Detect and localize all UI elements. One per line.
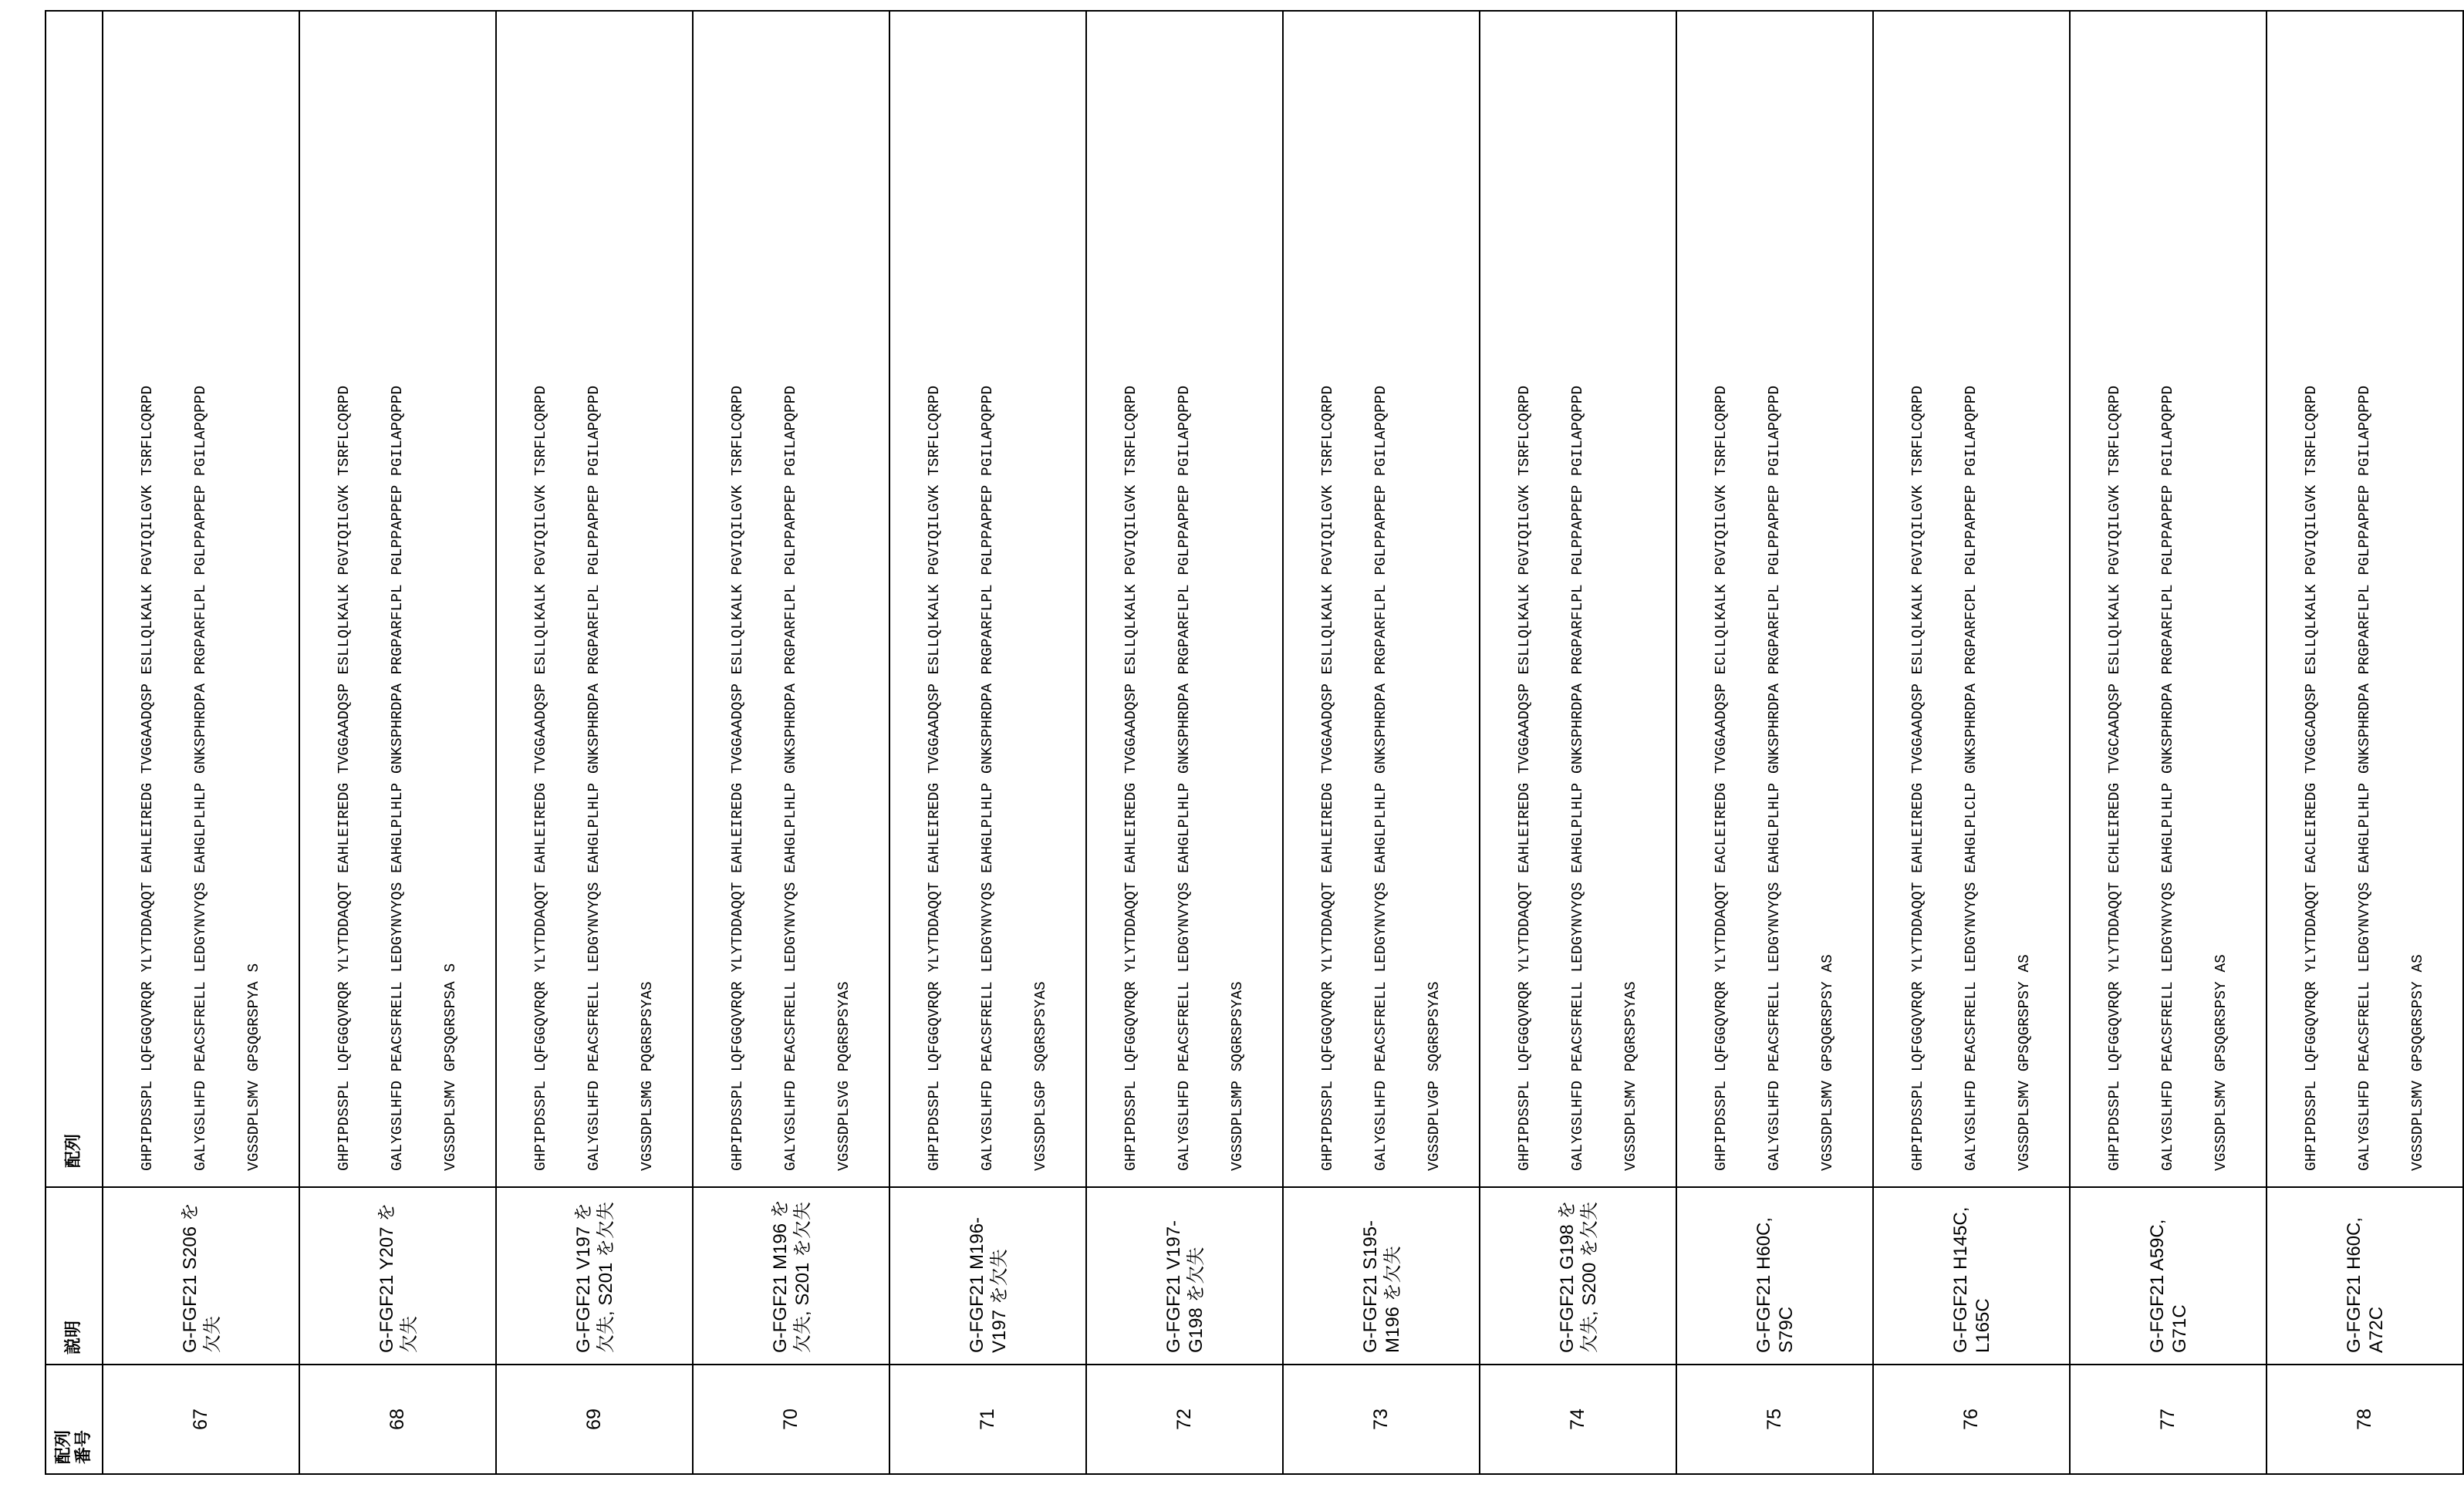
table-body — [103, 11, 2463, 1474]
sequence-cell — [693, 11, 889, 1187]
sequence-line-1: GHPIPDSSPL LQFGGQVRQR YLYTDDAQQT EACLEIREDG TVGGCADQSP ESLLQLKALK PGVIQILGVK TSRFLCQRPD — [2303, 385, 2320, 1171]
description-cell: G-FGF21 V197-G198 を欠失 — [1086, 1187, 1283, 1365]
sequence-number-cell: 78 — [2267, 1365, 2463, 1474]
description-cell: G-FGF21 M196 を欠失, S201 を欠失 — [693, 1187, 889, 1365]
sequence-number-cell: 67 — [103, 1365, 299, 1474]
sequence-cell — [103, 11, 299, 1187]
sequence-cell — [1676, 11, 1873, 1187]
sequence-cell — [1480, 11, 1676, 1187]
sequence-number-cell: 74 — [1480, 1365, 1676, 1474]
sequence-line-3: VGSSDPLSGP SQGRSPSYAS — [1032, 981, 1049, 1171]
table-row — [103, 11, 299, 1474]
sequence-line-1: GHPIPDSSPL LQFGGQVRQR YLYTDDAQQT EAHLEIREDG TVGGAADQSP ESLLQLKALK PGVIQILGVK TSRFLCQRPD — [139, 385, 156, 1171]
sequence-number-cell: 76 — [1873, 1365, 2070, 1474]
table-header-row — [46, 11, 103, 1474]
table-row — [889, 11, 1086, 1474]
sequence-number-cell: 71 — [889, 1365, 1086, 1474]
sequence-number-cell: 68 — [299, 1365, 496, 1474]
sequence-cell — [1086, 11, 1283, 1187]
sequence-line-2: GALYGSLHFD PEACSFRELL LEDGYNVYQS EAHGLPLHLP GNKSPHRDPA PRGPARFLPL PGLPPAPPEP PGILAPQPPD — [782, 385, 799, 1171]
sequence-cell — [889, 11, 1086, 1187]
sequence-line-3: VGSSDPLSMV GPSQGRSPSA S — [442, 963, 459, 1171]
sequence-number-cell: 77 — [2070, 1365, 2267, 1474]
sequence-line-2: GALYGSLHFD PEACSFRELL LEDGYNVYQS EAHGLPLHLP GNKSPHRDPA PRGPARFLPL PGLPPAPPEP PGILAPQPPD — [1766, 385, 1783, 1171]
sequence-line-3: VGSSDPLSMV GPSQGRSPSY AS — [1819, 954, 1836, 1171]
sequence-cell — [2070, 11, 2267, 1187]
sequence-line-1: GHPIPDSSPL LQFGGQVRQR YLYTDDAQQT EAHLEIREDG TVGGAADQSP ESLLQLKALK PGVIQILGVK TSRFLCQRPD — [1516, 385, 1533, 1171]
sequence-line-3: VGSSDPLSMV PQGRSPSYAS — [1622, 981, 1639, 1171]
sequence-cell — [496, 11, 693, 1187]
sequence-line-1: GHPIPDSSPL LQFGGQVRQR YLYTDDAQQT EAHLEIREDG TVGGAADQSP ESLLQLKALK PGVIQILGVK TSRFLCQRPD — [729, 385, 746, 1171]
sequence-line-1: GHPIPDSSPL LQFGGQVRQR YLYTDDAQQT EAHLEIREDG TVGGAADQSP ESLLQLKALK PGVIQILGVK TSRFLCQRPD — [1122, 385, 1139, 1171]
sequence-line-1: GHPIPDSSPL LQFGGQVRQR YLYTDDAQQT EAHLEIREDG TVGGAADQSP ESLLQLKALK PGVIQILGVK TSRFLCQRPD — [926, 385, 943, 1171]
sequence-line-3: VGSSDPLSVG PQGRSPSYAS — [835, 981, 852, 1171]
description-cell: G-FGF21 H60C, A72C — [2267, 1187, 2463, 1365]
sequence-line-1: GHPIPDSSPL LQFGGQVRQR YLYTDDAQQT EACLEIREDG TVGGAADQSP ECLLQLKALK PGVIQILGVK TSRFLCQRPD — [1713, 385, 1730, 1171]
sequence-line-2: GALYGSLHFD PEACSFRELL LEDGYNVYQS EAHGLPLHLP GNKSPHRDPA PRGPARFLPL PGLPPAPPEP PGILAPQPPD — [2159, 385, 2176, 1171]
table-row — [1480, 11, 1676, 1474]
table-row — [299, 11, 496, 1474]
description-cell: G-FGF21 S206 を欠失 — [103, 1187, 299, 1365]
sequence-line-2: GALYGSLHFD PEACSFRELL LEDGYNVYQS EAHGLPLHLP GNKSPHRDPA PRGPARFLPL PGLPPAPPEP PGILAPQPPD — [389, 385, 406, 1171]
description-cell: G-FGF21 M196-V197 を欠失 — [889, 1187, 1086, 1365]
sequence-number-cell: 75 — [1676, 1365, 1873, 1474]
sequence-line-2: GALYGSLHFD PEACSFRELL LEDGYNVYQS EAHGLPLCLP GNKSPHRDPA PRGPARFCPL PGLPPAPPEP PGILAPQPPD — [1963, 385, 1980, 1171]
description-cell: G-FGF21 S195-M196 を欠失 — [1283, 1187, 1480, 1365]
sequence-line-2: GALYGSLHFD PEACSFRELL LEDGYNVYQS EAHGLPLHLP GNKSPHRDPA PRGPARFLPL PGLPPAPPEP PGILAPQPPD — [979, 385, 996, 1171]
description-cell: G-FGF21 A59C, G71C — [2070, 1187, 2267, 1365]
description-cell: G-FGF21 G198 を欠失, S200 を欠失 — [1480, 1187, 1676, 1365]
table-row — [1676, 11, 1873, 1474]
sequence-table — [45, 10, 2464, 1475]
sequence-line-2: GALYGSLHFD PEACSFRELL LEDGYNVYQS EAHGLPLHLP GNKSPHRDPA PRGPARFLPL PGLPPAPPEP PGILAPQPPD — [192, 385, 209, 1171]
header-sequence-number: 配列 番号 — [46, 1365, 103, 1474]
description-cell: G-FGF21 Y207 を欠失 — [299, 1187, 496, 1365]
description-cell: G-FGF21 H60C, S79C — [1676, 1187, 1873, 1365]
description-cell: G-FGF21 H145C, L165C — [1873, 1187, 2070, 1365]
sequence-line-3: VGSSDPLSMV GPSQGRSPSY AS — [2409, 954, 2426, 1171]
table-row — [2267, 11, 2463, 1474]
header-description: 説明 — [46, 1187, 103, 1365]
sequence-line-2: GALYGSLHFD PEACSFRELL LEDGYNVYQS EAHGLPLHLP GNKSPHRDPA PRGPARFLPL PGLPPAPPEP PGILAPQPPD — [1372, 385, 1389, 1171]
description-cell: G-FGF21 V197 を欠失, S201 を欠失 — [496, 1187, 693, 1365]
table-row — [1873, 11, 2070, 1474]
sequence-cell — [2267, 11, 2463, 1187]
sequence-line-3: VGSSDPLSMV GPSQGRSPYA S — [245, 963, 262, 1171]
sequence-line-2: GALYGSLHFD PEACSFRELL LEDGYNVYQS EAHGLPLHLP GNKSPHRDPA PRGPARFLPL PGLPPAPPEP PGILAPQPPD — [586, 385, 602, 1171]
sequence-number-cell: 73 — [1283, 1365, 1480, 1474]
sequence-cell — [299, 11, 496, 1187]
table-row — [1086, 11, 1283, 1474]
header-sequence: 配列 — [46, 11, 103, 1187]
sequence-line-3: VGSSDPLSMV GPSQGRSPSY AS — [2213, 954, 2229, 1171]
sequence-line-1: GHPIPDSSPL LQFGGQVRQR YLYTDDAQQT EAHLEIREDG TVGGAADQSP ESLLQLKALK PGVIQILGVK TSRFLCQRPD — [1909, 385, 1926, 1171]
sequence-number-cell: 72 — [1086, 1365, 1283, 1474]
sequence-number-cell: 69 — [496, 1365, 693, 1474]
sequence-line-2: GALYGSLHFD PEACSFRELL LEDGYNVYQS EAHGLPLHLP GNKSPHRDPA PRGPARFLPL PGLPPAPPEP PGILAPQPPD — [2356, 385, 2373, 1171]
sequence-cell — [1873, 11, 2070, 1187]
sequence-line-3: VGSSDPLSMP SQGRSPSYAS — [1229, 981, 1246, 1171]
sequence-line-3: VGSSDPLSMG PQGRSPSYAS — [639, 981, 656, 1171]
table-row — [496, 11, 693, 1474]
sequence-line-1: GHPIPDSSPL LQFGGQVRQR YLYTDDAQQT EAHLEIREDG TVGGAADQSP ESLLQLKALK PGVIQILGVK TSRFLCQRPD — [532, 385, 549, 1171]
sequence-cell — [1283, 11, 1480, 1187]
table-row — [2070, 11, 2267, 1474]
sequence-line-2: GALYGSLHFD PEACSFRELL LEDGYNVYQS EAHGLPLHLP GNKSPHRDPA PRGPARFLPL PGLPPAPPEP PGILAPQPPD — [1569, 385, 1586, 1171]
sequence-line-1: GHPIPDSSPL LQFGGQVRQR YLYTDDAQQT EAHLEIREDG TVGGAADQSP ESLLQLKALK PGVIQILGVK TSRFLCQRPD — [336, 385, 353, 1171]
sequence-line-2: GALYGSLHFD PEACSFRELL LEDGYNVYQS EAHGLPLHLP GNKSPHRDPA PRGPARFLPL PGLPPAPPEP PGILAPQPPD — [1176, 385, 1193, 1171]
sequence-line-3: VGSSDPLVGP SQGRSPSYAS — [1426, 981, 1443, 1171]
sequence-number-cell: 70 — [693, 1365, 889, 1474]
table-row — [1283, 11, 1480, 1474]
sequence-line-3: VGSSDPLSMV GPSQGRSPSY AS — [2016, 954, 2033, 1171]
sequence-line-1: GHPIPDSSPL LQFGGQVRQR YLYTDDAQQT EAHLEIREDG TVGGAADQSP ESLLQLKALK PGVIQILGVK TSRFLCQRPD — [1319, 385, 1336, 1171]
rotated-page — [45, 12, 2426, 1475]
table-row — [693, 11, 889, 1474]
sequence-line-1: GHPIPDSSPL LQFGGQVRQR YLYTDDAQQT ECHLEIREDG TVGCAADQSP ESLLQLKALK PGVIQILGVK TSRFLCQRPD — [2106, 385, 2123, 1171]
